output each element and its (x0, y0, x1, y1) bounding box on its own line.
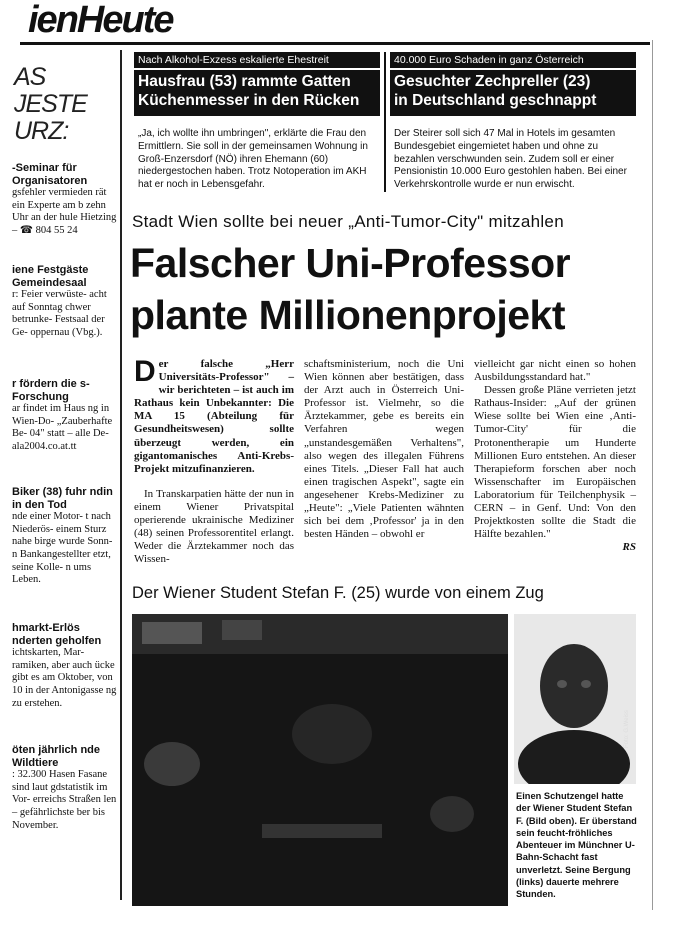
student-portrait-image (514, 614, 636, 784)
sidebar-item-headline: iene Festgäste Gemeindesaal (12, 264, 89, 289)
sidebar-item-headline: Biker (38) fuhr ndin in den Tod (12, 486, 113, 511)
sidebar-item (12, 264, 118, 340)
kurz-line-2: JESTE (14, 90, 87, 118)
kurz-line-3: URZ: (14, 117, 69, 145)
story-right-headline (390, 70, 636, 116)
drop-cap: D (134, 355, 156, 388)
rescue-photo (132, 614, 508, 906)
sidebar-item-text: ar findet im Haus ng in Wien-Do- „Zauberhafte Be- 04" statt – alle De- ala2004.co.at.tt (12, 403, 113, 452)
sidebar-item (12, 162, 118, 238)
student-portrait (514, 614, 636, 784)
lower-subhead: Der Wiener Student Stefan F. (25) wurde von einem Zug (132, 584, 544, 602)
sidebar-kurz-title (14, 64, 87, 145)
sidebar-item-headline: hmarkt-Erlös nderten geholfen (12, 622, 102, 647)
story-left (134, 52, 380, 192)
sidebar-item-text: gsfehler vermieden rät ein Experte am b zehn Uhr an der hule Hietzing – ☎ 804 55 24 (12, 187, 117, 236)
sidebar-divider (120, 50, 122, 900)
story-right (390, 52, 636, 192)
main-headline-line-2: plante Millionenprojekt (130, 292, 565, 338)
sidebar-item-headline: öten jährlich nde Wildtiere (12, 744, 101, 769)
main-lead: er falsche „Herr Universitäts-Professor" – wir berichteten – ist auch im Rathaus kein Unbekannter: Die MA 15 (Abteilung für Gesundheitswesen) sollte überzeugt werden, ein gigantomanisches Anti-Krebs-Projekt mitzufinanzieren. (134, 358, 294, 475)
main-column-2-body: schaftsministerium, noch die Uni Wien können aber bestätigen, dass der Arzt auch in Österreich Uni-Professor ist. Vielmehr, so die Ärztekammer, gebe es bereits ein Verfahren wegen „unstandesgemäßen Verhaltens", also wegen des illegalen Führens eines Titels. „Dieser Fall hat auch einen tragischen Aspekt", sagte ein angesehener Krebs-Mediziner zu „Heute": „Viele Patienten wähnten sich bei dem ‚Professor' ja in den besten Händen – obwohl er (304, 358, 464, 541)
main-column-1-body: In Transkarpatien hätte der nun in einem Wiener Privatspital operierende ukrainische Mediziner (48) seinen Professorentitel erlangt. Weder die Ärztekammer noch das Wissen- (134, 487, 294, 566)
main-column-1 (134, 355, 294, 566)
photo-caption-text: Einen Schutzengel hatte der Wiener Student Stefan F. (Bild oben). Er überstand sein feucht-fröhliches Abenteuer im Münchner U-Bahn-Schacht fast unverletzt. Seine Bergung (links) dauerte mehrere Stunden. (516, 791, 637, 900)
main-column-3-p2: Dessen große Pläne verrieten jetzt Rathaus-Insider: „Auf der grünen Wiese sollte bei Wien eine ‚Anti-Tumor-City' für die Protonentherapie um Hunderte Millionen Euro entstehen. An dieser Therapieform forschen aber noch Wissenschafter im Europäischen Laboratorium für Teilchenphysik – CERN – in Genf. Und: Von den Projektkosten sollte die Stadt die Hälfte bezahlen." (474, 384, 636, 541)
story-right-body: Der Steirer soll sich 47 Mal in Hotels im gesamten Bundesgebiet eingemietet haben und ohne zu bezahlen verschwunden sein. Zudem soll er einer Pensionistin 10.000 Euro gestohlen haben. Bei einer Verkehrskontrolle wurde er nun erwischt. (394, 128, 627, 191)
kurz-line-1: AS (14, 63, 46, 91)
top-divider (20, 42, 650, 45)
sidebar-item (12, 378, 118, 454)
photo-credit: Foto: G.Weiss (624, 710, 630, 748)
sidebar-item-text: : 32.300 Hasen Fasane sind laut gdstatistik im Vor- erreichs Straßen len – gefährlichste ber bis November. (12, 769, 117, 831)
sidebar-item-text: ichtskarten, Mar- ramiken, aber auch ücke gibt es am Oktober, von 10 in der Antonigasse ng zu erstehen. (12, 647, 117, 709)
story-left-kicker: Nach Alkohol-Exzess eskalierte Ehestreit (134, 52, 380, 68)
sidebar-item (12, 486, 118, 587)
story-right-kicker: 40.000 Euro Schaden in ganz Österreich (390, 52, 636, 68)
story-left-headline (134, 70, 380, 116)
main-column-3 (474, 358, 636, 554)
author-initials: RS (622, 541, 636, 554)
main-headline-line-1: Falscher Uni-Professor (130, 240, 571, 286)
sidebar-item-text: nde einer Motor- t nach Niederös- einem Sturz nahe birge wurde Sonn- n Bankangestellter etzt, seine Kolle- n ums Leben. (12, 511, 113, 586)
right-divider (652, 40, 653, 910)
sidebar-item-headline: -Seminar für Organisatoren (12, 162, 88, 187)
story-right-headline-line-2: in Deutschland geschnappt (394, 92, 597, 109)
rescue-photo-image (132, 614, 508, 906)
story-right-headline-line-1: Gesuchter Zechpreller (23) (394, 73, 591, 90)
story-left-body: „Ja, ich wollte ihn umbringen", erklärte die Frau den Ermittlern. Sie soll in der gemeinsamen Wohnung in Groß-Enzersdorf (NÖ) ihren Ehemann (60) niedergestochen haben. Trotz Notoperation im AKH hat er noch in Lebensgefahr. (138, 128, 368, 191)
masthead-logo: ienHeute (28, 0, 173, 41)
story-divider (384, 52, 386, 192)
sidebar-item (12, 744, 118, 832)
sidebar-item-text: r: Feier verwüste- acht auf Sonntag chwer betrunke- Festsaal der Ge- oppernau (Vbg.). (12, 289, 107, 338)
sidebar-item (12, 622, 118, 710)
story-left-headline-line-2: Küchenmesser in den Rücken (138, 92, 360, 109)
photo-caption (516, 790, 638, 901)
story-left-headline-line-1: Hausfrau (53) rammte Gatten (138, 73, 351, 90)
main-column-3-p1: vielleicht gar nicht einen so hohen Ausbildungsstandard hat." (474, 358, 636, 384)
sidebar-item-headline: r fördern die s-Forschung (12, 378, 90, 403)
main-subhead: Stadt Wien sollte bei neuer „Anti-Tumor-City" mitzahlen (132, 212, 564, 231)
main-column-2 (304, 358, 464, 541)
